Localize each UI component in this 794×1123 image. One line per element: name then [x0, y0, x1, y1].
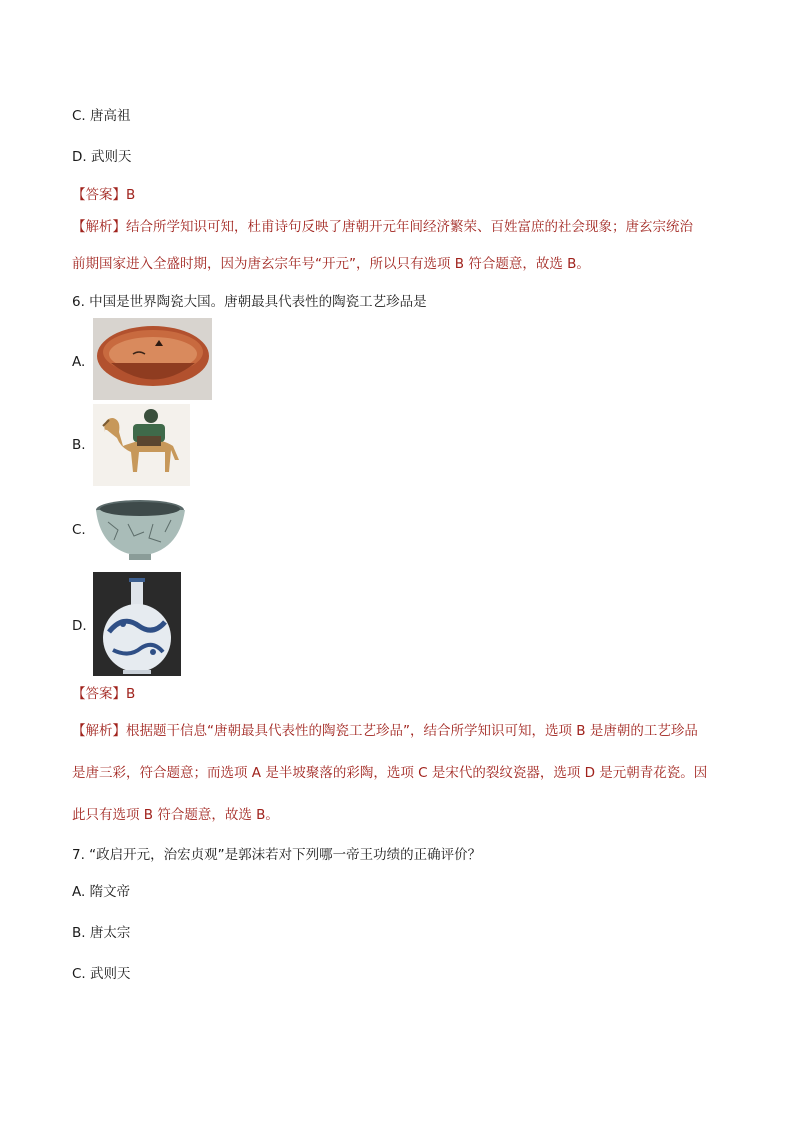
answer-tag: 【答案】 [72, 686, 126, 702]
q6-answer [72, 685, 135, 703]
prev-option-c: C. 唐高祖 [72, 108, 131, 124]
answer-tag: 【答案】 [72, 187, 126, 203]
prev-option-d: D. 武则天 [72, 149, 132, 165]
analysis-text: 结合所学知识可知，杜甫诗句反映了唐朝开元年间经济繁荣、百姓富庶的社会现象；唐玄宗统治 [126, 219, 693, 235]
painted-pottery-bowl-image [93, 318, 212, 400]
q6-analysis-line-3: 此只有选项 B 符合题意，故选 B。 [72, 807, 279, 823]
analysis-text: 根据题干信息“唐朝最具代表性的陶瓷工艺珍品”，结合所学知识可知，选项 B 是唐朝的工艺珍品 [126, 723, 698, 739]
q6-analysis-line-1 [72, 722, 698, 740]
q6-option-c-label: C. [72, 522, 86, 538]
q6-option-d-label: D. [72, 618, 87, 634]
prev-analysis-line-1 [72, 218, 693, 236]
prev-analysis-line-2: 前期国家进入全盛时期，因为唐玄宗年号“开元”，所以只有选项 B 符合题意，故选 B。 [72, 256, 590, 272]
q7-option-a: A. 隋文帝 [72, 884, 131, 900]
blue-white-dragon-vase-image [93, 572, 181, 676]
q7-option-b: B. 唐太宗 [72, 925, 131, 941]
prev-answer [72, 186, 135, 204]
answer-value: B [126, 686, 136, 702]
crackle-glaze-bowl-image [93, 494, 188, 564]
question-7-stem: 7. “政启开元，治宏贞观”是郭沫若对下列哪一帝王功绩的正确评价？ [72, 847, 482, 863]
q6-option-a-label: A. [72, 354, 86, 370]
q6-analysis-line-2: 是唐三彩，符合题意；而选项 A 是半坡聚落的彩陶，选项 C 是宋代的裂纹瓷器，选项 D 是元朝青花瓷。因 [72, 765, 708, 781]
q6-option-b-label: B. [72, 437, 86, 453]
analysis-tag: 【解析】 [72, 219, 126, 235]
question-6-stem: 6. 中国是世界陶瓷大国。唐朝最具代表性的陶瓷工艺珍品是 [72, 294, 427, 310]
tang-sancai-camel-image [93, 404, 190, 486]
analysis-tag: 【解析】 [72, 723, 126, 739]
q7-option-c: C. 武则天 [72, 966, 131, 982]
answer-value: B [126, 187, 136, 203]
